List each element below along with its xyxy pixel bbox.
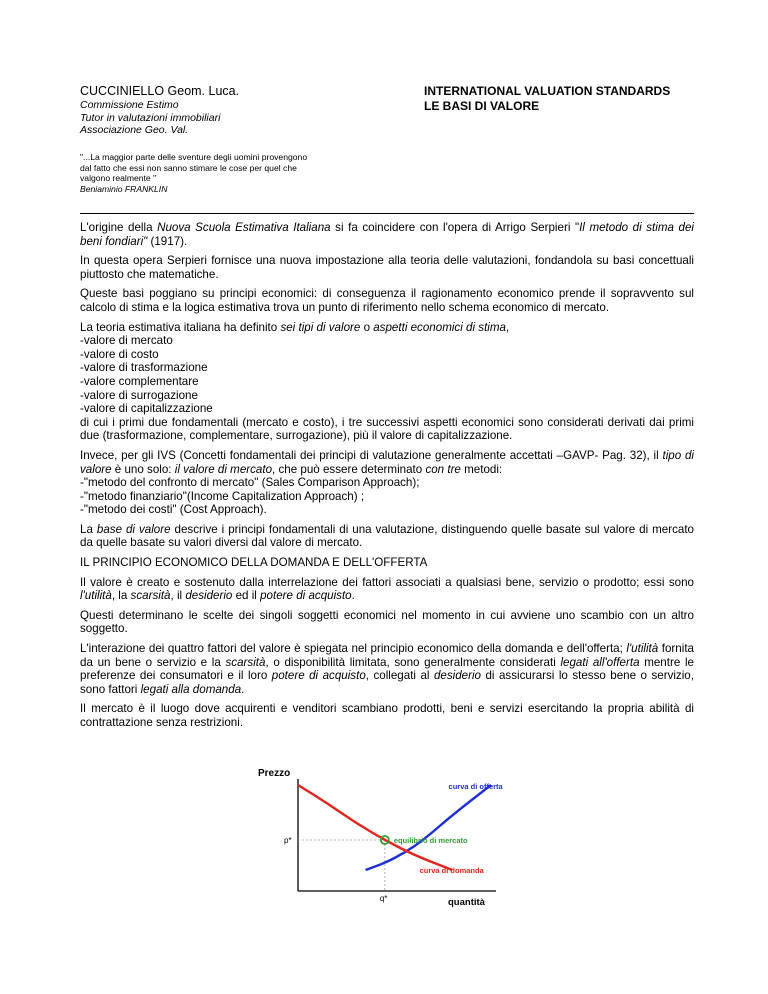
body-text [80,221,694,736]
quote-author: Beniaminio FRANKLIN [80,183,168,194]
supply-curve [366,785,491,870]
author-block [80,84,380,137]
p-star-label: p* [284,836,292,845]
author-role: Associazione Geo. Val. [80,124,189,136]
list-item: -valore di capitalizzazione [80,402,213,416]
list-item: -"metodo finanziario"(Income Capitalization Approach) ; [80,489,365,503]
quote-line: valgono realmente " [80,173,157,184]
y-axis-label: Prezzo [258,768,291,779]
equilibrium-label: equilibrio di mercato [393,836,468,845]
paragraph: La teoria estimativa italiana ha definito sei tipi di valore o aspetti economici di stima, -valore di mercato -valore di costo -valore di trasformazione -valore complementare -valore di surrogazione -valore di capitalizzazione di cui i primi due fondamentali (mercato e costo), i tre successivi aspetti economici sono considerati derivati dai primi due (trasformazione, complementare, surrogazione), più il valore di capitalizzazione. [80,320,694,443]
paragraph: L'interazione dei quattro fattori del valore è spiegata nel principio economico della domanda e dell'offerta; l'utilità fornita da un bene o servizio e la scarsità, o disponibilità limitata, sono generalmente considerati legati all'offerta mentre le preferenze dei consumatori e il loro potere di acquisto, collegati al desiderio di assicurarsi lo stesso bene o servizio, sono fattori legati alla domanda. [80,642,694,696]
header-divider [80,213,694,214]
supply-demand-chart [256,767,506,907]
author-role: Commissione Estimo [80,99,179,111]
author-name: CUCCINIELLO Geom. Luca. [80,84,240,98]
paragraph: Il mercato è il luogo dove acquirenti e venditori scambiano prodotti, beni e servizi esercitando la propria abilità di contrattazione senza restrizioni. [80,702,694,729]
list-item: -valore di mercato [80,334,173,348]
q-star-label: q* [379,894,388,903]
paragraph: Il valore è creato e sostenuto dalla interrelazione dei fattori associati a qualsiasi bene, servizio o prodotto; essi sono l'utilità, la scarsità, il desiderio ed il potere di acquisto. [80,575,694,603]
author-role: Tutor in valutazioni immobiliari [80,111,221,124]
list-item: -"metodo del confronto di mercato" (Sales Comparison Approach); [80,476,420,490]
demand-curve-label: curva di domanda [419,866,484,875]
list-item: -valore di surrogazione [80,388,198,402]
epigraph-quote [80,152,380,194]
list-item: -valore di costo [80,347,159,361]
demand-curve [298,785,452,870]
paragraph: Queste basi poggiano su principi economici: di conseguenza il ragionamento economico prende il sopravvento sul calcolo di stima e la logica estimativa trova un punto di riferimento nello schema economico di mercato. [80,287,694,314]
list-item: -"metodo dei costi" (Cost Approach). [80,503,267,517]
paragraph: Questi determinano le scelte dei singoli soggetti economici nel momento in cui avviene uno scambio con un altro soggetto. [80,608,694,636]
paragraph: In questa opera Serpieri fornisce una nuova impostazione alla teoria delle valutazioni, fondandola su basi concettuali piuttosto che matematiche. [80,254,694,281]
supply-curve-label: curva di offerta [448,782,503,791]
paragraph: La base di valore descrive i principi fondamentali di una valutazione, distinguendo quelle basate sul valore di mercato da quelle basate su valori diversi dal valore di mercato. [80,522,695,550]
section-heading: IL PRINCIPIO ECONOMICO DELLA DOMANDA E DELL'OFFERTA [80,556,428,570]
list-item: -valore di trasformazione [80,361,208,375]
paragraph: L'origine della Nuova Scuola Estimativa Italiana si fa coincidere con l'opera di Arrigo Serpieri "Il metodo di stima dei beni fondiari" (1917). [80,221,694,248]
chart-svg [256,767,506,907]
quote-line: "...La maggior parte delle sventure degli uomini provengono [80,152,308,162]
list-item: -valore complementare [80,374,199,388]
paragraph: Invece, per gli IVS (Concetti fondamentali dei principi di valutazione generalmente accettati –GAVP- Pag. 32), il tipo di valore è uno solo: il valore di mercato, che può essere determinato con tre metodi: -"metodo del confronto di mercato" (Sales Comparison Approach); -"metodo finanziario"(Income Capitalization Approach) ; -"metodo dei costi" (Cost Approach). [80,448,694,517]
document-title [424,84,724,114]
title-line: INTERNATIONAL VALUATION STANDARDS [424,84,671,98]
x-axis-label: quantità [448,897,485,907]
title-line: LE BASI DI VALORE [424,99,540,113]
quote-line: dal fatto che essi non sanno stimare le cose per quel che [80,162,297,173]
